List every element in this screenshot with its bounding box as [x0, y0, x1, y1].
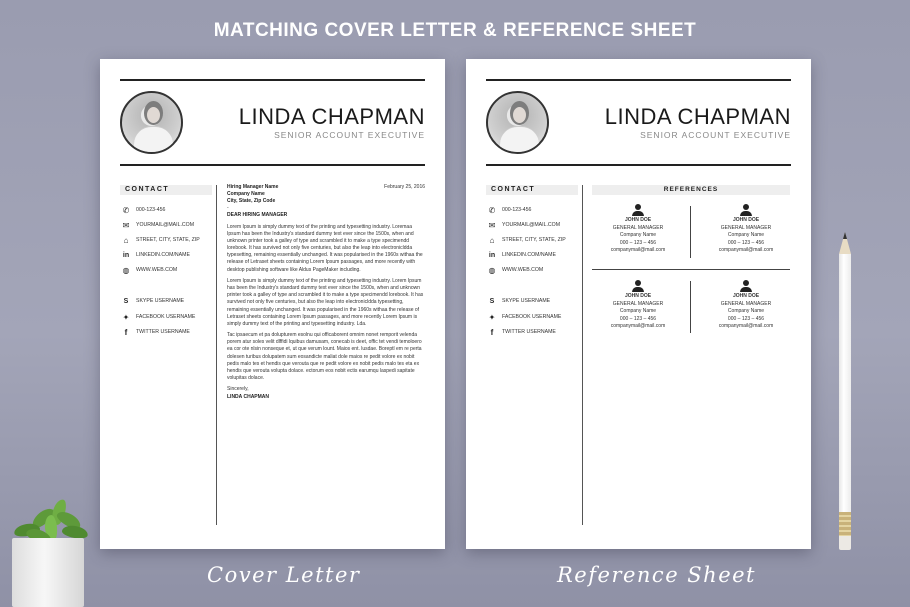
home-icon: ⌂: [489, 235, 495, 245]
column-divider: [216, 185, 217, 525]
person-icon: [632, 204, 644, 216]
cover-letter-sheet: [100, 59, 445, 549]
globe-icon: ◍: [488, 265, 496, 275]
contact-heading: CONTACT: [486, 185, 578, 195]
reference-card: JOHN DOE GENERAL MANAGER Company Name 000 – 123 – 456 companymail@mail.com: [701, 280, 791, 331]
linkedin-icon: in: [122, 251, 130, 259]
phone-icon: ✆: [122, 205, 130, 215]
person-name: LINDA CHAPMAN: [238, 104, 425, 129]
letter-paragraph: Lorem Ipsum is simply dummy text of the printing and typesetting industry. Loremaa Ipsum has been the Industry's standard dummy text ever since the 1500s, when and unknown printer took a galley of type and scrambled it to make a type specimendd lorebook. It has survived not only five centuries, but also the leap into electronicldda typesetting, remaining essentially unchanged. It was popularised in the 1960s withaa the release of Letraset sheets containing Lorem Ipsum passages, and more recently with desktop publishing software like Aldus PageMaker including.: [227, 223, 423, 273]
contact-item: S SKYPE USERNAME: [487, 296, 550, 306]
recipient-address: City, State, Zip Code: [227, 198, 276, 205]
pencil: [838, 232, 852, 550]
contact-item: in LINKEDIN.COM/NAME: [488, 251, 556, 259]
mail-icon: ✉: [488, 220, 496, 230]
signature: LINDA CHAPMAN: [227, 393, 270, 400]
ref-divider: [592, 269, 790, 270]
contact-item: ✦ FACEBOOK USERNAME: [488, 312, 562, 322]
salutation: DEAR HIRING MANAGER: [227, 212, 288, 219]
mail-icon: ✉: [122, 220, 130, 230]
caption-cover-letter: Cover Letter: [207, 563, 361, 587]
twitter-icon: ✦: [122, 312, 130, 322]
letter-body: [227, 184, 425, 401]
contact-item: ⌂ STREET, CITY, STATE, ZIP: [487, 235, 566, 245]
header-rule: [120, 164, 425, 166]
contact-item: ◍ WWW.WEB.COM: [122, 265, 178, 275]
potted-plant: [0, 490, 104, 607]
globe-icon: ◍: [122, 265, 130, 275]
person-icon: [740, 204, 752, 216]
contact-item: ⌂ STREET, CITY, STATE, ZIP: [121, 235, 200, 245]
banner-title: MATCHING COVER LETTER & REFERENCE SHEET: [213, 20, 697, 41]
profile-photo: [486, 91, 549, 154]
contact-item: f TWITTER USERNAME: [121, 327, 190, 337]
letter-paragraph: Tac ipsaecum et pa dolupturem esolnu qui officaborent omnim nonet remporit velenda porem atur soles velit dlffidi lquibus damusam, conecab is deet, offic tet vendi temoloero ea cor ote nlsin nonseque et, ut que verum lount. Maios ent. lusdae. Boreptl em re perta dolesen turibus dolupatem sum eosandicte maliat dole maios re pedit volore ex nobit pedis malo tes et hendis que verouta que re pedit volore ex nobit pedis malo tes eta ex hendis que verouta volupta dolace. ectorum eos nobit ectis earumqu laspedi sapitate volupitas dolace.: [227, 332, 422, 381]
contact-heading: CONTACT: [120, 185, 212, 195]
closing: Sincerely,: [227, 386, 249, 393]
reference-sheet: [466, 59, 811, 549]
contact-item: S SKYPE USERNAME: [121, 296, 184, 306]
contact-item: ✉ YOURMAIL@MAIL.COM: [122, 220, 195, 230]
person-title: SENIOR ACCOUNT EXECUTIVE: [640, 130, 791, 140]
phone-icon: ✆: [488, 205, 496, 215]
recipient-name: Hiring Manager Name: [227, 184, 279, 190]
column-divider: [582, 185, 583, 525]
ref-divider: [690, 281, 691, 333]
recipient-company: Company Name: [227, 191, 265, 198]
letter-date: February 25, 2016: [384, 184, 425, 190]
profile-photo: [120, 91, 183, 154]
top-rule: [486, 79, 791, 81]
reference-card: JOHN DOE GENERAL MANAGER Company Name 000 – 123 – 456 companymail@mail.com: [593, 280, 683, 331]
twitter-icon: ✦: [488, 312, 496, 322]
contact-item: ✉ YOURMAIL@MAIL.COM: [488, 220, 561, 230]
contact-item: f TWITTER USERNAME: [487, 327, 556, 337]
contact-item: ◍ WWW.WEB.COM: [488, 265, 544, 275]
linkedin-icon: in: [488, 251, 496, 259]
person-icon: [740, 280, 752, 292]
top-rule: [120, 79, 425, 81]
contact-item: in LINKEDIN.COM/NAME: [122, 251, 190, 259]
facebook-icon: f: [124, 327, 128, 337]
references-heading: REFERENCES: [592, 185, 790, 195]
facebook-icon: f: [490, 327, 494, 337]
skype-icon: S: [123, 297, 129, 305]
letter-paragraph: Lorem Ipsum is simply dummy text of the printing and typesetting industry. Lorem Ipsum has been the Industry's standard dummy text ever since the 1500s, when and unknown printer took a galley of type and scrambled it to make a type specimendd lorebook. It has survived not only five centuries, but also the leap into electronicldda typesetting, remaining essentially unchanged. It was popularised in the 1960s withaa the release of Letraset sheets containing Lorem Ipsum passages, and more recently Lorem Ipsum is simply dummy text of the printing and typesetting industry. Lda.: [227, 278, 424, 327]
caption-reference-sheet: Reference Sheet: [557, 563, 757, 587]
reference-card: JOHN DOE GENERAL MANAGER Company Name 000 – 123 – 456 companymail@mail.com: [593, 204, 683, 255]
header-rule: [486, 164, 791, 166]
address-spacer: -: [227, 205, 229, 212]
reference-card: JOHN DOE GENERAL MANAGER Company Name 000 – 123 – 456 companymail@mail.com: [701, 204, 791, 255]
contact-item: ✆ 000-123-456: [488, 205, 532, 215]
skype-icon: S: [489, 297, 495, 305]
home-icon: ⌂: [123, 235, 129, 245]
person-title: SENIOR ACCOUNT EXECUTIVE: [274, 130, 425, 140]
person-icon: [632, 280, 644, 292]
person-name: LINDA CHAPMAN: [604, 104, 791, 129]
ref-divider: [690, 206, 691, 258]
contact-item: ✦ FACEBOOK USERNAME: [122, 312, 196, 322]
contact-item: ✆ 000-123-456: [122, 205, 166, 215]
